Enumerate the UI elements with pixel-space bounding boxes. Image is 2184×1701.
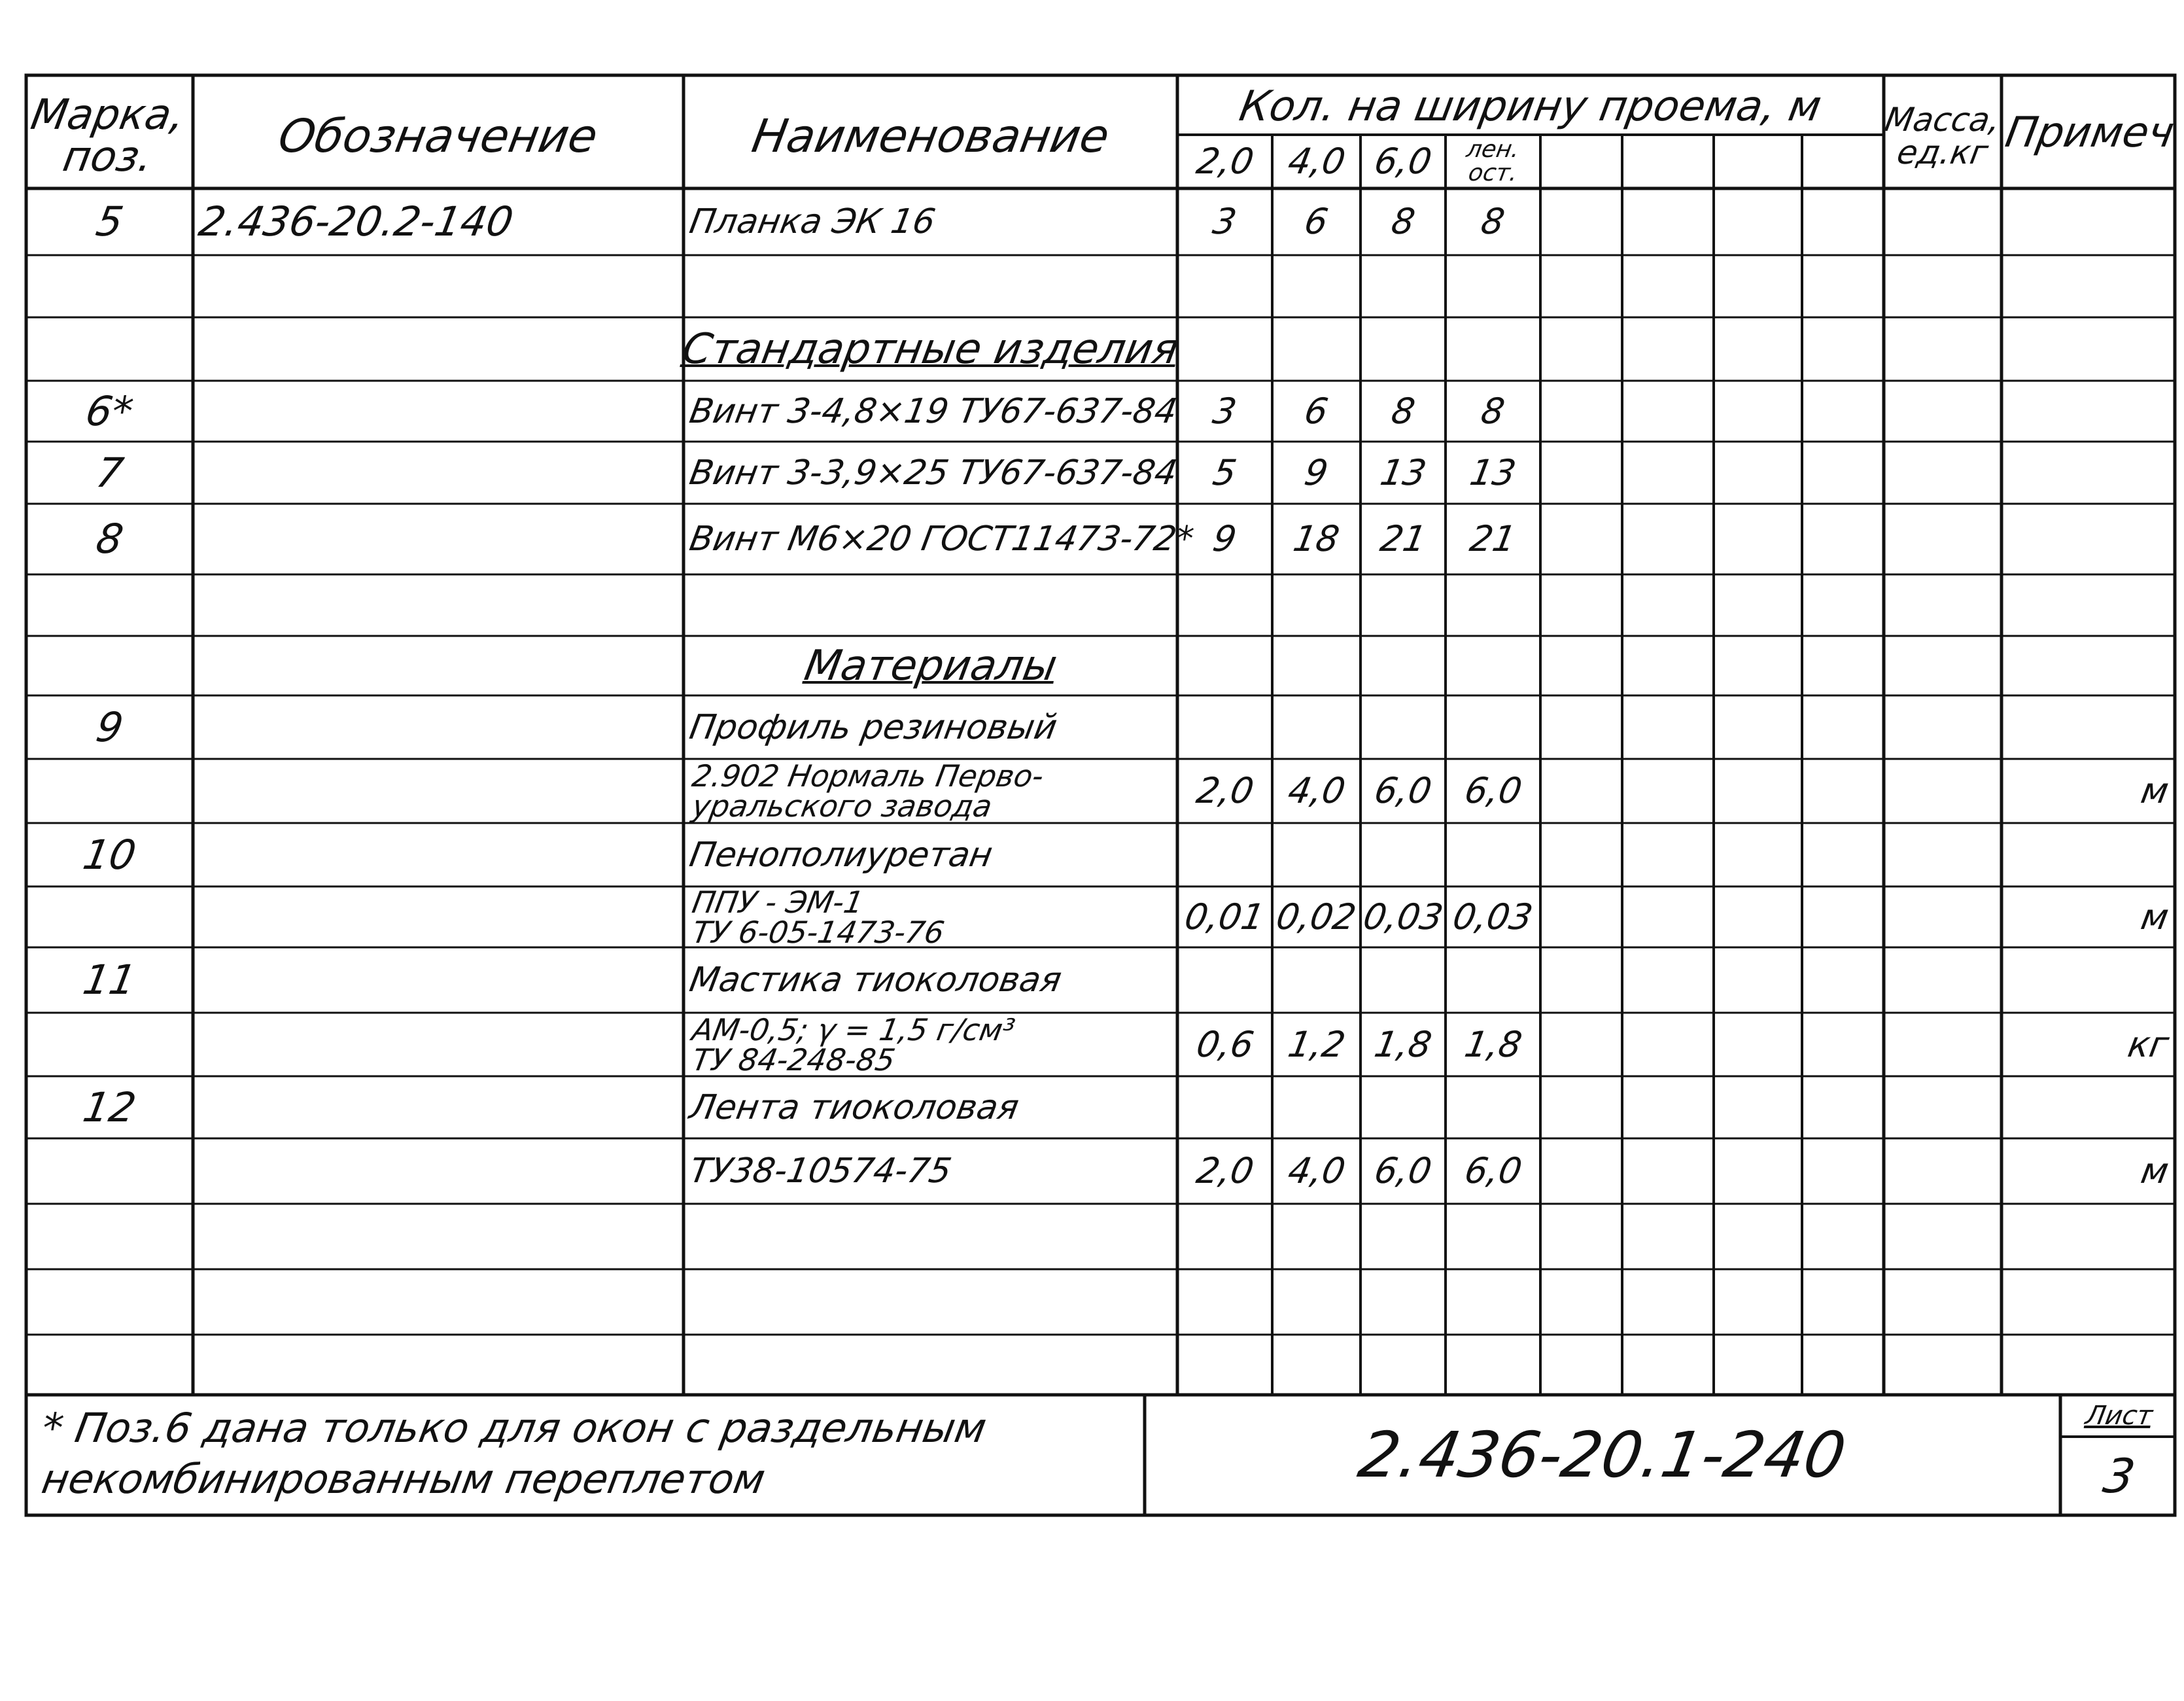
cell-note xyxy=(2008,1335,2168,1395)
cell-qty: 4,0 xyxy=(1285,1150,1349,1191)
cell-designation xyxy=(199,442,677,504)
cell-qty xyxy=(1367,1335,1439,1395)
cell-qty: 1,2 xyxy=(1285,1023,1349,1065)
cell-qty xyxy=(1184,1204,1266,1269)
cell-qty xyxy=(1452,1335,1534,1395)
cell-qty: 9 xyxy=(1301,451,1332,493)
cell-qty: 0,03 xyxy=(1449,896,1536,938)
cell-mark xyxy=(33,886,186,947)
cell-qty xyxy=(1184,574,1266,636)
cell-note xyxy=(2008,381,2168,442)
header-qty-group: Кол. на ширину проема, м xyxy=(1236,82,1826,131)
cell-mark: 7 xyxy=(92,448,127,497)
cell-qty xyxy=(1184,1269,1266,1335)
cell-qty xyxy=(1184,823,1266,886)
cell-mark xyxy=(33,1013,186,1076)
cell-name: Мастика тиоколовая xyxy=(686,960,1065,1000)
cell-qty xyxy=(1452,255,1534,317)
cell-designation xyxy=(199,1335,677,1395)
header-width-3: 6,0 xyxy=(1371,141,1435,182)
cell-designation xyxy=(199,574,677,636)
footnote: * Поз.6 дана только для окон с раздельным некомбинированным переплетом xyxy=(38,1404,990,1503)
cell-designation: 2.436-20.2-140 xyxy=(195,198,517,245)
cell-qty xyxy=(1367,1076,1439,1138)
cell-qty: 0,02 xyxy=(1273,896,1360,938)
cell-note xyxy=(2008,188,2168,255)
cell-qty xyxy=(1279,695,1354,759)
cell-qty: 13 xyxy=(1466,451,1519,493)
cell-designation xyxy=(199,823,677,886)
cell-note xyxy=(2008,823,2168,886)
document-code: 2.436-20.1-240 xyxy=(1353,1418,1852,1492)
cell-mark xyxy=(33,1335,186,1395)
cell-mark xyxy=(33,759,186,823)
cell-note xyxy=(2008,695,2168,759)
cell-mark: 5 xyxy=(92,198,127,245)
cell-qty xyxy=(1452,823,1534,886)
cell-qty xyxy=(1452,947,1534,1013)
cell-qty: 21 xyxy=(1466,518,1519,559)
cell-note xyxy=(2008,574,2168,636)
cell-name: Винт М6×20 ГОСТ11473-72* xyxy=(686,519,1197,559)
cell-name: Профиль резиновый xyxy=(686,707,1060,747)
cell-designation xyxy=(199,886,677,947)
cell-name: АМ-0,5; γ = 1,5 г/см³ ТУ 84-248-85 xyxy=(689,1011,1018,1078)
cell-designation xyxy=(199,1013,677,1076)
cell-name xyxy=(690,1204,1171,1269)
cell-name: Лента тиоколовая xyxy=(686,1087,1022,1127)
cell-qty xyxy=(1279,947,1354,1013)
cell-qty xyxy=(1184,1076,1266,1138)
cell-qty: 3 xyxy=(1209,390,1240,432)
cell-qty: 0,6 xyxy=(1193,1023,1257,1065)
cell-note: м xyxy=(2138,770,2172,811)
cell-name: Планка ЭК 16 xyxy=(686,202,939,241)
cell-qty: 8 xyxy=(1388,201,1418,242)
sheet-number: 3 xyxy=(2099,1448,2140,1503)
cell-qty: 6,0 xyxy=(1371,770,1435,811)
cell-name: Винт 3-3,9×25 ТУ67-637-84 xyxy=(686,453,1180,493)
cell-mark xyxy=(33,574,186,636)
cell-qty: 0,03 xyxy=(1360,896,1446,938)
cell-qty xyxy=(1367,1269,1439,1335)
cell-name xyxy=(690,574,1171,636)
header-mark: Марка, поз. xyxy=(27,91,189,181)
cell-qty: 18 xyxy=(1290,518,1343,559)
cell-qty xyxy=(1452,1269,1534,1335)
cell-mark: 9 xyxy=(92,703,127,751)
cell-qty: 6,0 xyxy=(1461,1150,1525,1191)
cell-note xyxy=(2008,1269,2168,1335)
cell-designation xyxy=(199,695,677,759)
cell-qty: 6 xyxy=(1301,201,1332,242)
cell-note xyxy=(2008,442,2168,504)
cell-qty xyxy=(1279,574,1354,636)
cell-qty: 6,0 xyxy=(1371,1150,1435,1191)
cell-mark: 11 xyxy=(79,956,140,1004)
cell-qty xyxy=(1279,1204,1354,1269)
cell-qty: 4,0 xyxy=(1285,770,1349,811)
cell-mark: 10 xyxy=(79,830,140,879)
sheet-label: Лист xyxy=(2083,1401,2155,1431)
header-mass: Масса, ед.кг xyxy=(1882,101,2003,171)
cell-note xyxy=(2008,1204,2168,1269)
header-ribbon: лен. ост. xyxy=(1464,136,1522,186)
cell-designation xyxy=(199,947,677,1013)
cell-qty xyxy=(1367,823,1439,886)
header-note: Примеч xyxy=(2002,109,2178,157)
cell-designation xyxy=(199,1204,677,1269)
cell-name: ППУ - ЭМ-1 ТУ 6-05-1473-76 xyxy=(689,884,947,950)
cell-note: кг xyxy=(2124,1023,2172,1065)
cell-designation xyxy=(199,759,677,823)
cell-qty: 6,0 xyxy=(1461,770,1525,811)
cell-qty xyxy=(1279,1076,1354,1138)
cell-note xyxy=(2008,504,2168,574)
cell-note xyxy=(2008,1076,2168,1138)
cell-note xyxy=(2008,255,2168,317)
cell-qty xyxy=(1452,1204,1534,1269)
cell-designation xyxy=(199,1269,677,1335)
cell-mark: 6* xyxy=(82,387,137,435)
cell-qty: 0,01 xyxy=(1181,896,1268,938)
cell-qty xyxy=(1279,1335,1354,1395)
cell-qty xyxy=(1367,574,1439,636)
cell-qty: 2,0 xyxy=(1193,770,1257,811)
cell-qty: 13 xyxy=(1377,451,1430,493)
cell-name: Винт 3-4,8×19 ТУ67-637-84 xyxy=(686,391,1180,431)
cell-qty xyxy=(1279,255,1354,317)
cell-qty xyxy=(1279,823,1354,886)
cell-note: м xyxy=(2138,1150,2172,1191)
header-width-1: 2,0 xyxy=(1193,141,1257,182)
cell-qty xyxy=(1184,947,1266,1013)
cell-mark xyxy=(33,255,186,317)
cell-name xyxy=(690,1335,1171,1395)
header-name: Наименование xyxy=(748,109,1113,163)
cell-designation xyxy=(199,1138,677,1204)
cell-qty: 8 xyxy=(1478,201,1508,242)
cell-mark xyxy=(33,1138,186,1204)
cell-mark: 8 xyxy=(92,515,127,563)
cell-qty xyxy=(1367,947,1439,1013)
cell-name: 2.902 Нормаль Перво- уральского завода xyxy=(689,758,1047,824)
cell-note: м xyxy=(2138,896,2172,938)
cell-name: ТУ38-10574-75 xyxy=(686,1151,955,1191)
cell-qty xyxy=(1367,695,1439,759)
cell-name: Пенополиуретан xyxy=(686,835,996,875)
cell-qty xyxy=(1184,255,1266,317)
section-heading: Стандартные изделия xyxy=(678,324,1183,374)
cell-name xyxy=(690,1269,1171,1335)
cell-qty: 9 xyxy=(1209,518,1240,559)
cell-designation xyxy=(199,381,677,442)
header-designation: Обозначение xyxy=(274,109,602,163)
cell-qty xyxy=(1452,574,1534,636)
cell-note xyxy=(2008,947,2168,1013)
cell-qty: 5 xyxy=(1209,451,1240,493)
cell-qty: 6 xyxy=(1301,390,1332,432)
cell-qty xyxy=(1184,695,1266,759)
cell-qty xyxy=(1279,1269,1354,1335)
cell-qty: 1,8 xyxy=(1371,1023,1435,1065)
cell-qty: 1,8 xyxy=(1461,1023,1525,1065)
cell-name xyxy=(690,255,1171,317)
cell-qty: 8 xyxy=(1478,390,1508,432)
header-width-2: 4,0 xyxy=(1285,141,1349,182)
cell-designation xyxy=(199,1076,677,1138)
cell-qty: 21 xyxy=(1377,518,1430,559)
cell-qty xyxy=(1367,1204,1439,1269)
cell-qty xyxy=(1452,1076,1534,1138)
cell-qty xyxy=(1184,1335,1266,1395)
cell-mark xyxy=(33,1204,186,1269)
cell-qty: 8 xyxy=(1388,390,1418,432)
cell-mark: 12 xyxy=(79,1083,140,1131)
section-heading: Материалы xyxy=(800,641,1061,690)
cell-qty xyxy=(1367,255,1439,317)
cell-designation xyxy=(199,255,677,317)
cell-qty xyxy=(1452,695,1534,759)
cell-designation xyxy=(199,504,677,574)
cell-qty: 2,0 xyxy=(1193,1150,1257,1191)
cell-qty: 3 xyxy=(1209,201,1240,242)
cell-mark xyxy=(33,1269,186,1335)
